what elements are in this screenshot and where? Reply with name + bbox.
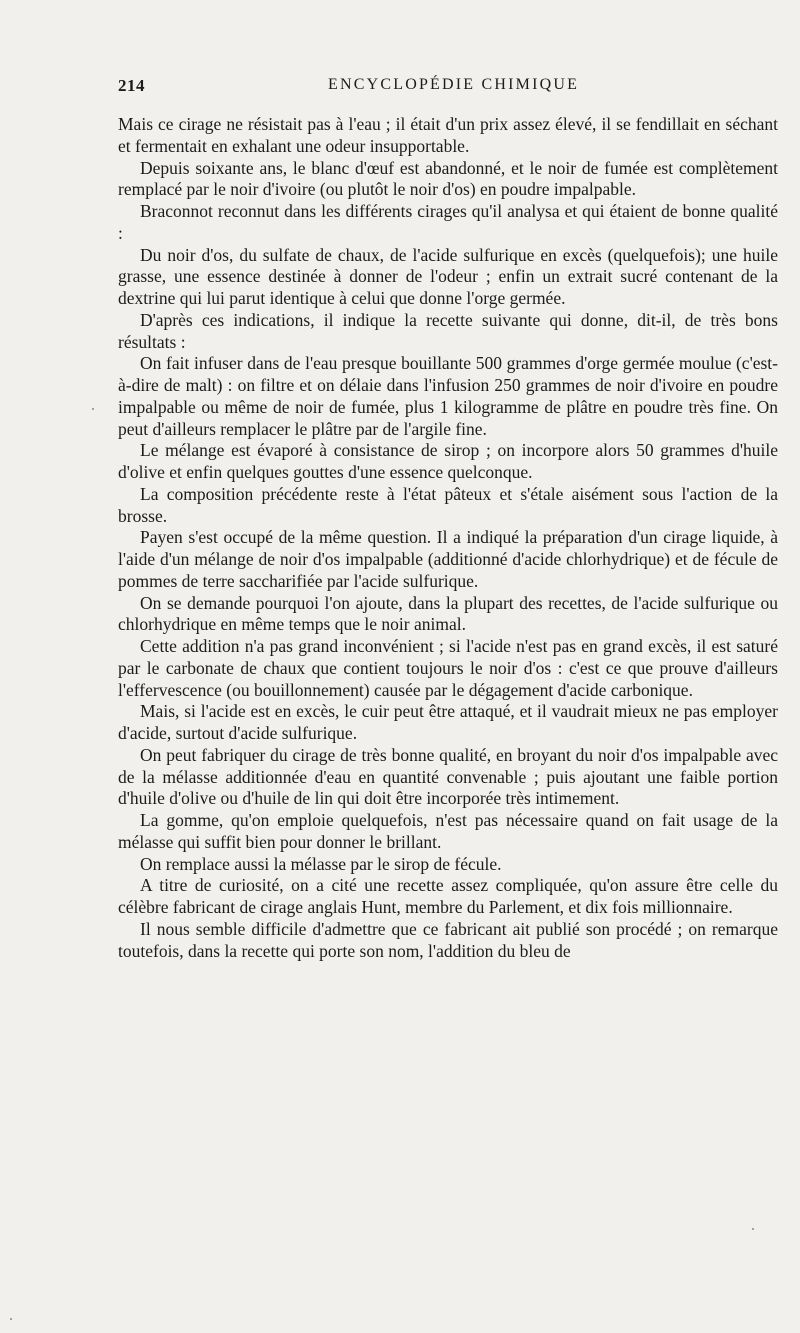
paragraph: La gomme, qu'on emploie quelquefois, n'est pas nécessaire quand on fait usage de la mélasse qui suffit bien pour donner le brillant.: [118, 810, 778, 852]
paragraph: D'après ces indications, il indique la recette suivante qui donne, dit-il, de très bons résultats :: [118, 309, 778, 352]
paragraph: A titre de curiosité, on a cité une recette assez compliquée, qu'on assure être celle du célèbre fabricant de cirage anglais Hunt, membre du Parlement, et dix fois millionnaire.: [118, 875, 778, 917]
paper-speck: [10, 1318, 12, 1320]
paragraph: Mais ce cirage ne résistait pas à l'eau ; il était d'un prix assez élevé, il se fendillait en séchant et fermentait en exhalant une odeur insupportable.: [118, 114, 778, 156]
body-text: [118, 114, 778, 962]
paragraph: On remplace aussi la mélasse par le sirop de fécule.: [140, 853, 502, 874]
paragraph: On fait infuser dans de l'eau presque bouillante 500 grammes d'orge germée moulue (c'est-à-dire de malt) : on filtre et on délaie dans l'infusion 250 grammes de noir d'ivoire en poudre impalpable ou même de noir de fumée, plus 1 kilogramme de plâtre en poudre très fine. On peut d'ailleurs remplacer le plâtre par de l'argile fine.: [118, 353, 778, 439]
paragraph: Payen s'est occupé de la même question. Il a indiqué la préparation d'un cirage liquide, à l'aide d'un mélange de noir d'os impalpable (additionné d'acide chlorhydrique) et de fécule de pommes de terre saccharifiée par l'acide sulfurique.: [118, 527, 778, 591]
paper-speck: [752, 1228, 754, 1230]
paragraph: On se demande pourquoi l'on ajoute, dans la plupart des recettes, de l'acide sulfurique ou chlorhydrique en même temps que le noir animal.: [118, 592, 778, 635]
paragraph: Le mélange est évaporé à consistance de sirop ; on incorpore alors 50 grammes d'huile d'olive et enfin quelques gouttes d'une essence quelconque.: [118, 440, 778, 482]
paragraph: Il nous semble difficile d'admettre que ce fabricant ait publié son procédé ; on remarque toutefois, dans la recette qui porte son nom, l'addition du bleu de: [118, 918, 778, 961]
paragraph: Braconnot reconnut dans les différents cirages qu'il analysa et qui étaient de bonne qualité :: [118, 201, 778, 243]
running-title: ENCYCLOPÉDIE CHIMIQUE: [328, 76, 580, 93]
paper-speck: [92, 408, 94, 410]
paragraph: On peut fabriquer du cirage de très bonne qualité, en broyant du noir d'os impalpable avec de la mélasse additionnée d'eau en quantité convenable ; puis ajoutant une faible portion d'huile d'olive ou d'huile de lin qui doit être incorporée très intimement.: [118, 744, 778, 809]
paragraph: Mais, si l'acide est en excès, le cuir peut être attaqué, et il vaudrait mieux ne pas employer d'acide, surtout d'acide sulfurique.: [118, 701, 778, 743]
paragraph: La composition précédente reste à l'état pâteux et s'étale aisément sous l'action de la brosse.: [118, 483, 778, 526]
paragraph: Cette addition n'a pas grand inconvénient ; si l'acide n'est pas en grand excès, il est saturé par le carbonate de chaux que contient toujours le noir d'os : c'est ce que prouve d'ailleurs l'effervescence (ou bouillonnement) causée par le dégagement d'acide carbonique.: [118, 636, 778, 700]
paragraph: Depuis soixante ans, le blanc d'œuf est abandonné, et le noir de fumée est complètement remplacé par le noir d'ivoire (ou plutôt le noir d'os) en poudre impalpable.: [118, 157, 778, 200]
page-header: [118, 76, 778, 100]
paragraph: Du noir d'os, du sulfate de chaux, de l'acide sulfurique en excès (quelquefois); une huile grasse, une essence destinée à donner de l'odeur ; enfin un extrait sucré contenant de la dextrine qui lui parut identique à celui que donne l'orge germée.: [118, 244, 778, 308]
page-number: 214: [118, 76, 145, 95]
